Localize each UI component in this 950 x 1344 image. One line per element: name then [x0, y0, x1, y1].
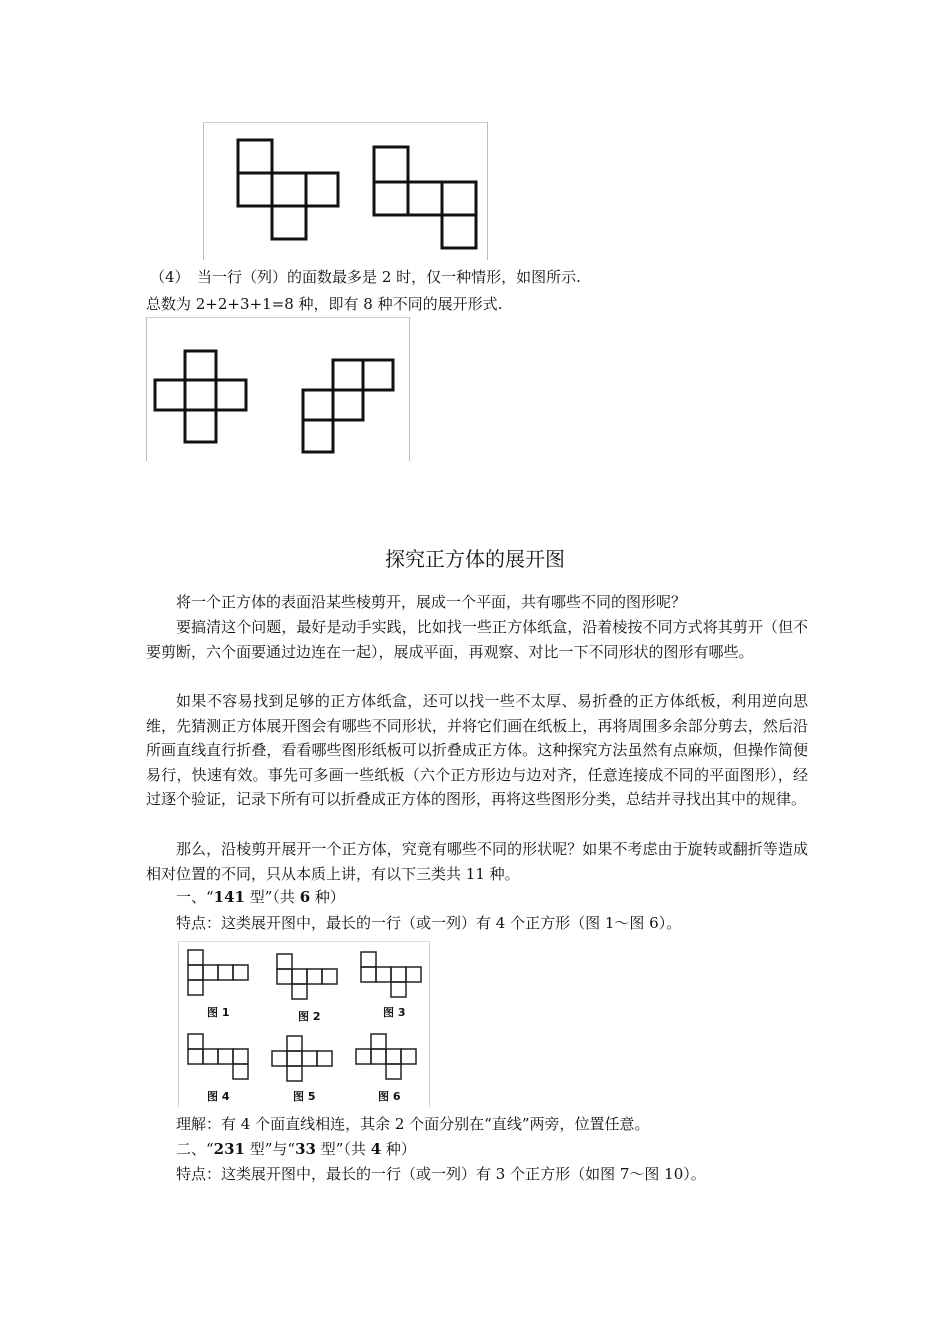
paragraph-question: 那么，沿棱剪开展开一个正方体，究竟有哪些不同的形状呢？如果不考虑由于旋转或翻折等造成相对位置的不同，只从本质上讲，有以下三类共 11 种。	[146, 840, 808, 883]
net-square	[238, 173, 272, 206]
heading-text: 种）	[310, 888, 345, 906]
net-square	[185, 410, 216, 442]
article-title: 探究正方体的展开图	[385, 547, 565, 571]
net-square	[238, 140, 272, 173]
paragraph-practice: 要搞清这个问题，最好是动手实践，比如找一些正方体纸盒，沿着棱按不同方式将其剪开（但不要剪断，六个面要通过边连在一起），展成平面，再观察、对比一下不同形状的图形有哪些。	[146, 618, 808, 661]
heading-bold: 231	[213, 1140, 245, 1158]
net-square	[374, 147, 408, 182]
paragraph-intro: 将一个正方体的表面沿某些棱剪开，展成一个平面，共有哪些不同的图形呢？	[176, 593, 687, 611]
heading-text: 型”（共	[315, 1140, 371, 1158]
figure-141-nets	[178, 941, 430, 1107]
net-square	[333, 390, 363, 420]
understanding-line: 理解：有 4 个面直线相连，其余 2 个面分别在“直线”两旁，位置任意。	[176, 1115, 650, 1133]
net-fig-6	[356, 1034, 416, 1079]
figure-caption: 图 5	[293, 1090, 316, 1103]
paragraph-method: 如果不容易找到足够的正方体纸盒，还可以找一些不太厚、易折叠的正方体纸板，利用逆向思维，先猜测正方体展开图会有哪些不同形状，并将它们画在纸板上，再将周围多余部分剪去，然后沿所画直线直行折叠，看看哪些图形纸板可以折叠成正方体。这种探究方法虽然有点麻烦，但操作简便易行，快速有效。事先可多画一些纸板（六个正方形边与边对齐，任意连接成不同的平面图形），经过逐个验证，记录下所有可以折叠成正方体的图形，再将这些图形分类，总结并寻找出其中的规律。	[146, 692, 808, 808]
net-square	[306, 173, 338, 206]
feature-231-33: 特点：这类展开图中，最长的一行（或一列）有 3 个正方形（如图 7～图 10）。	[176, 1165, 706, 1183]
heading-text: 型”（共	[244, 888, 300, 906]
net-square	[185, 351, 216, 380]
net-fig-2	[277, 954, 337, 999]
heading-bold: 141	[213, 888, 245, 906]
feature-141: 特点：这类展开图中，最长的一行（或一列）有 4 个正方形（图 1～图 6）。	[176, 914, 682, 932]
net-square	[303, 420, 333, 452]
heading-141-type	[176, 886, 345, 908]
heading-231-33-type	[176, 1138, 416, 1160]
heading-bold: 4	[370, 1140, 382, 1158]
figure-caption: 图 4	[207, 1090, 230, 1103]
total-line: 总数为 2+2+3+1=8 种，即有 8 种不同的展开形式.	[146, 295, 503, 313]
figure-caption: 图 3	[383, 1006, 406, 1019]
net-square	[442, 182, 476, 215]
net-fig-5	[272, 1036, 332, 1081]
heading-bold: 33	[295, 1140, 316, 1158]
figure-caption: 图 1	[207, 1006, 230, 1019]
net-square	[185, 380, 216, 410]
heading-text: 型”与“	[244, 1140, 296, 1158]
figure-caption: 图 6	[378, 1090, 401, 1103]
net-square	[363, 360, 393, 390]
net-fig-3	[361, 952, 421, 997]
net-square	[155, 380, 185, 410]
figure-cross-nets	[146, 317, 410, 461]
net-fig-1	[188, 950, 248, 995]
net-square	[442, 215, 476, 248]
net-square	[272, 173, 306, 206]
heading-bold: 6	[299, 888, 311, 906]
net-square	[216, 380, 246, 410]
figure-top-nets	[203, 122, 488, 260]
case-4-line: （4） 当一行（列）的面数最多是 2 时，仅一种情形，如图所示.	[150, 268, 581, 286]
figure-caption: 图 2	[298, 1010, 321, 1023]
net-square	[374, 182, 408, 215]
heading-text: 种）	[381, 1140, 416, 1158]
heading-text: 一、“	[176, 888, 214, 906]
net-square	[408, 182, 442, 215]
net-square	[303, 390, 333, 420]
net-square	[333, 360, 363, 390]
heading-text: 二、“	[176, 1140, 214, 1158]
net-square	[272, 206, 306, 239]
net-fig-4	[188, 1034, 248, 1079]
